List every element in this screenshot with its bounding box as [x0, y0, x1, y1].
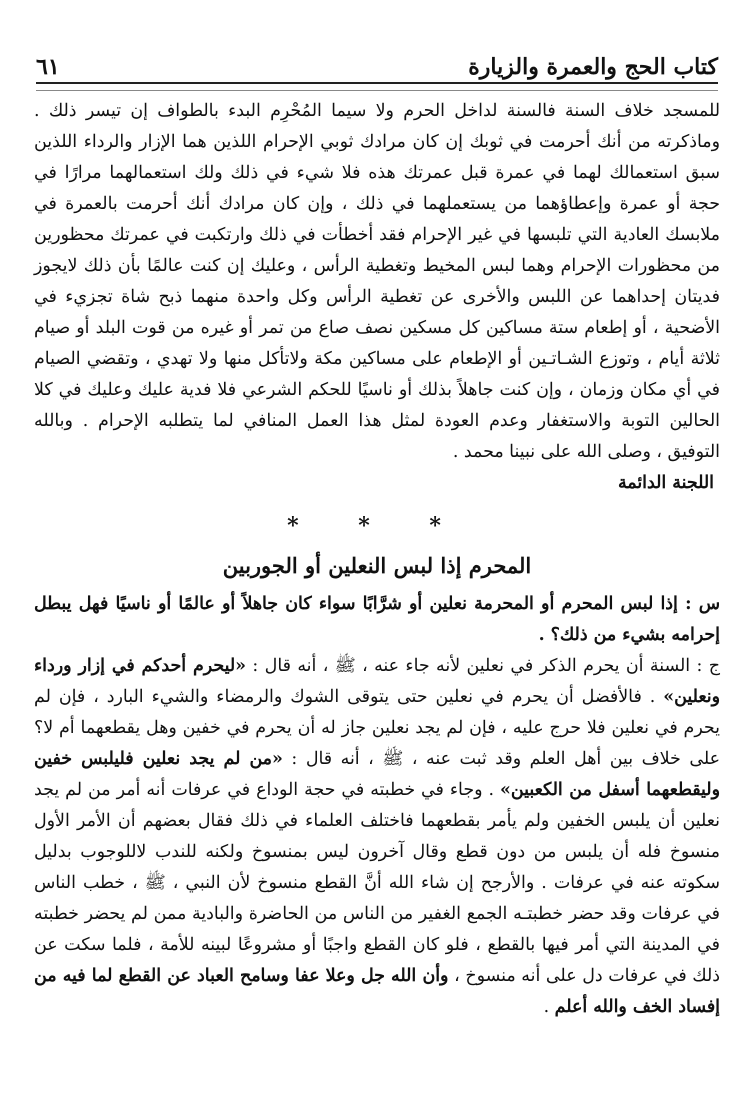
section-title: المحرم إذا لبس النعلين أو الجوربين	[222, 553, 532, 578]
fatwa-signature: اللجنة الدائمة	[617, 473, 714, 493]
answer-text-part3: . وجاء في خطبته في حجة الوداع في عرفات أنه أمر من لم يجد نعلين أن يلبس الخفين ولم يأمر بقطعهما فاختلف العلماء في ذلك فقال بعضهم أن الأمر الأول منسوخ فله أن يلبس من دون قطع وقال آخرون ليس بمنسوخ ولكنه للندب لاللوجوب بدليل سكوته عنه في عرفات . والأرجح إن شاء الله أنَّ القطع منسوخ لأن النبي ، ﷺ ، خطب الناس في عرفات وقد حضر خطبتـه الجمع الغفير من الناس من الحاضرة والبادية ممن لم يحضر خطبته في المدينة التي أمر فيها بالقطع ، فلو كان القطع واجبًا أو مشروعًا لبينه للأمة ، فلما سكت عن ذلك في عرفات دل على أنه منسوخ ،	[34, 780, 720, 986]
section-separator: * * *	[287, 513, 467, 539]
page-body	[34, 96, 720, 1023]
answer-end: .	[543, 997, 550, 1017]
answer-conclusion: وأن الله جل وعلا عفا وسامح العباد عن القطع لما فيه من إفساد الخف والله أعلم	[34, 966, 720, 1017]
answer-text-part2: . فالأفضل أن يحرم في نعلين حتى يتوقى الشوك والرمضاء والشيء البارد ، فإن لم يحرم في نعلين فلا حرج عليه ، فإن لم يجد نعلين جاز له أن يحرم في خفين وهل يقطعهما أم لا؟ على خلاف بين أهل العلم وقد ثبت عنه ، ﷺ ، أنه قال :	[34, 687, 720, 769]
previous-fatwa-text: للمسجد خلاف السنة فالسنة لداخل الحرم ولا سيما المُحْرِم البدء بالطواف إن تيسر ذلك . وماذكرته من أنك أحرمت في ثوبك إن كان مرادك ثوبي الإحرام اللذين هما الإزار والرداء اللذين سبق استعمالك لهما في عمرة قبل عمرتك هذه فلا شيء في ذلك ولك استعمالهما مرارًا في حجة أو عمرة وإعطاؤهما من يستعملهما في ذلك ، وإن كان مرادك أنك أحرمت بالعمرة في ملابسك العادية التي تلبسها في غير الإحرام فقد أخطأت في ذلك وارتكبت في عمرتك محظورين من محظورات الإحرام وهما لبس المخيط وتغطية الرأس ، وعليك إن كنت عالمًا بأن ذلك لايجوز فديتان إحداهما عن اللبس والأخرى عن تغطية الرأس وكل واحدة منهما ذبح شاة تجزيء في الأضحية ، أو إطعام ستة مساكين كل مسكين نصف صاع من تمر أو غيره من قوت البلد أو صيام ثلاثة أيام ، وتوزع الشـاتـين أو الإطعام على مساكين مكة ولاتأكل منها ولا تهدي ، وتقضي الصيام في أي مكان وزمان ، وإن كنت جاهلاً بذلك أو ناسيًا للحكم الشرعي فلا فدية عليك وعليك في كلا الحالين التوبة والاستغفار وعدم العودة لمثل هذا العمل المنافي لما يتطلبه الإحرام . وبالله التوفيق ، وصلى الله على نبينا محمد .	[34, 101, 720, 462]
header-divider	[36, 82, 718, 91]
question-paragraph	[34, 589, 720, 651]
hadith-quote-1: «ليحرم أحدكم في إزار ورداء ونعلين»	[34, 656, 721, 707]
book-title: كتاب الحج والعمرة والزيارة	[468, 54, 718, 80]
page-header	[36, 40, 718, 80]
answer-text-part1: السنة أن يحرم الذكر في نعلين لأنه جاء عنه ، ﷺ ، أنه قال :	[246, 656, 691, 676]
answer-label: ج :	[696, 656, 720, 676]
answer-paragraph	[34, 651, 720, 1023]
hadith-quote-2: «من لم يجد نعلين فليلبس خفين وليقطعهما أسفل من الكعبين»	[34, 749, 720, 800]
page-number: ٦١	[36, 54, 60, 80]
question-label: س :	[685, 594, 721, 614]
question-text: إذا لبس المحرم أو المحرمة نعلين أو شرَّابًا سواء كان جاهلاً أو عالمًا أو ناسيًا فهل يبطل إحرامه بشيء من ذلك؟ .	[34, 594, 720, 645]
